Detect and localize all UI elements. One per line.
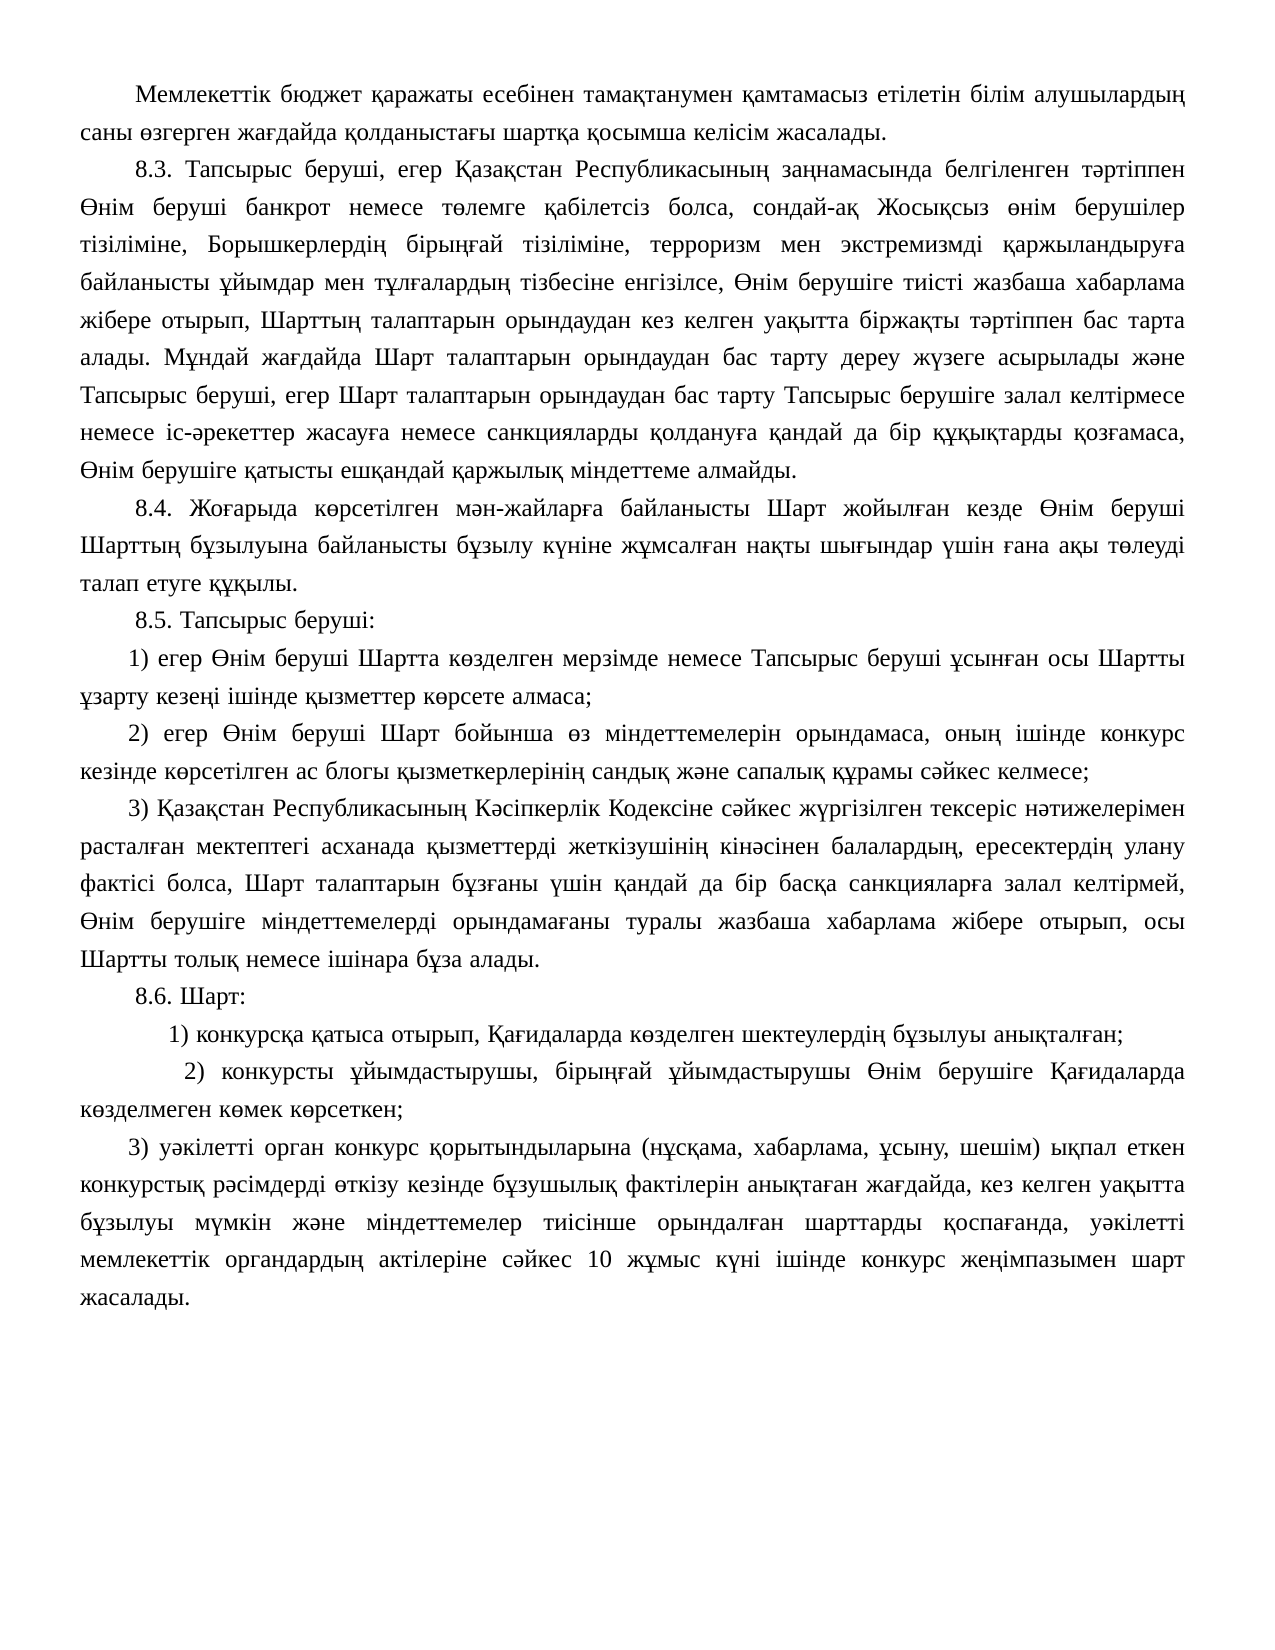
paragraph-clause-8-6: 8.6. Шарт: [135, 983, 247, 1011]
paragraph-clause-8-3: 8.3. Тапсырыс беруші, егер Қазақстан Республикасының заңнамасында белгіленген тәртіппен Өнім беруші банкрот немесе төлемге қабілетсіз болса, сондай-ақ Жосықсыз өнім берушілер тізіліміне, Борышкерлердің бірыңғай тізіліміне, терроризм мен экстремизмді қаржыландыруға байланысты ұйымдар мен тұлғалардың тізбесіне енгізілсе, Өнім берушіге тиісті жазбаша хабарлама жібере отырып, Шарттың талаптарын орындаудан кез келген уақытта біржақты тәртіппен бас тарта алады. Мұндай жағдайда Шарт талаптарын орындаудан бас тарту дереу жүзеге асырылады және Тапсырыс беруші, егер Шарт талаптарын орындаудан бас тарту Тапсырыс берушіге залал келтірмесе немесе іс-әрекеттер жасауға немесе санкцияларды қолдануға қандай да бір құқықтарды қозғамаса, Өнім берушіге қатысты ешқандай қаржылық міндеттеме алмайды. [80, 156, 1185, 484]
paragraph-clause-8-4: 8.4. Жоғарыда көрсетілген мән-жайларға байланысты Шарт жойылған кезде Өнім беруші Шарттың бұзылуына байланысты бұзылу күніне жұмсалған нақты шығындар үшін ғана ақы төлеуді талап етуге құқылы. [80, 494, 1185, 597]
paragraph-clause-8-6-item-3: 3) уәкілетті орган конкурс қорытындыларына (нұсқама, хабарлама, ұсыну, шешім) ықпал еткен конкурстық рәсімдерді өткізу кезінде бұзушылық фактілерін анықтаған жағдайда, кез келген уақытта бұзылуы мүмкін және міндеттемелер тиісінше орындалған шарттарды қоспағанда, уәкілетті мемлекеттік органдардың актілеріне сәйкес 10 жұмыс күні ішінде конкурс жеңімпазымен шарт жасалады. [80, 1133, 1185, 1311]
paragraph-intro: Мемлекеттік бюджет қаражаты есебінен тамақтанумен қамтамасыз етілетін білім алушылардың саны өзгерген жағдайда қолданыстағы шартқа қосымша келісім жасалады. [80, 81, 1185, 146]
paragraph-clause-8-6-item-1: 1) конкурсқа қатыса отырып, Қағидаларда көзделген шектеулердің бұзылуы анықталған; [168, 1020, 1124, 1048]
paragraph-clause-8-5-item-3: 3) Қазақстан Республикасының Кәсіпкерлік Кодексіне сәйкес жүргізілген тексеріс нәтижелерімен расталған мектептегі асханада қызметтерді жеткізушінің кінәсінен балалардың, ересектердің улану фактісі болса, Шарт талаптарын бұзғаны үшін қандай да бір басқа санкцияларға залал келтірмей, Өнім берушіге міндеттемелерді орындамағаны туралы жазбаша хабарлама жібере отырып, осы Шартты толық немесе ішінара бұза алады. [80, 795, 1185, 973]
document-body [80, 76, 1185, 1317]
paragraph-clause-8-6-item-2: 2) конкурсты ұйымдастырушы, бірыңғай ұйымдастырушы Өнім берушіге Қағидаларда көзделмеген көмек көрсеткен; [80, 1058, 1185, 1124]
paragraph-clause-8-5-item-2: 2) егер Өнім беруші Шарт бойынша өз міндеттемелерін орындамаса, оның ішінде конкурс кезінде көрсетілген ас блогы қызметкерлерінің сандық және сапалық құрамы сәйкес келмесе; [80, 720, 1185, 785]
paragraph-clause-8-5-item-1: 1) егер Өнім беруші Шартта көзделген мерзімде немесе Тапсырыс беруші ұсынған осы Шартты ұзарту кезеңі ішінде қызметтер көрсете алмаса; [80, 644, 1185, 710]
paragraph-clause-8-5: 8.5. Тапсырыс беруші: [135, 607, 376, 635]
